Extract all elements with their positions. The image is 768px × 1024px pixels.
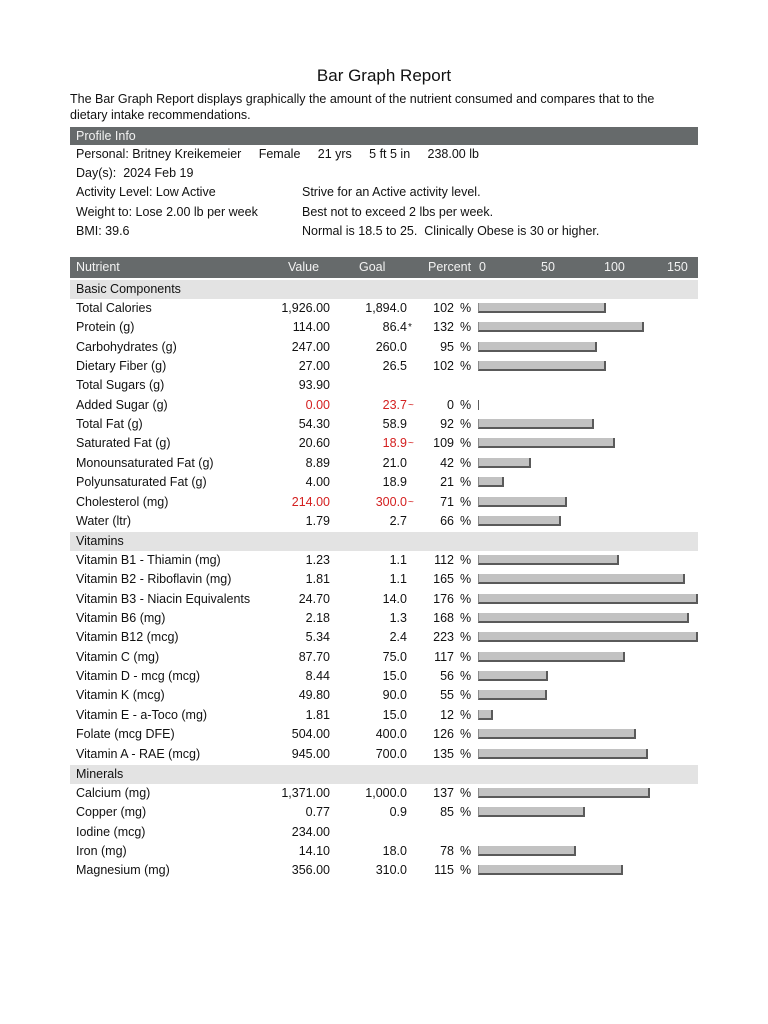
nutrient-value: 234.00	[291, 824, 330, 839]
nutrient-name: Iodine (mcg)	[76, 824, 146, 839]
nutrient-value: 24.70	[298, 591, 330, 606]
section-header	[70, 765, 698, 784]
nutrient-percent: 109	[433, 436, 454, 451]
nutrient-percent: 132	[433, 320, 454, 335]
nutrient-row	[70, 318, 698, 337]
nutrient-row	[70, 454, 698, 473]
nutrient-row	[70, 667, 698, 686]
percent-bar	[478, 632, 698, 642]
nutrient-goal: 21.0	[382, 455, 407, 470]
nutrient-row	[70, 570, 698, 589]
nutrient-value: 2.18	[305, 611, 330, 626]
percent-sign: %	[460, 746, 472, 761]
nutrient-goal: 400.0	[375, 727, 407, 742]
percent-bar-track	[478, 749, 698, 761]
nutrient-row	[70, 415, 698, 434]
nutrient-goal: 18.9	[382, 436, 407, 451]
percent-bar-track	[478, 497, 698, 509]
percent-bar-track	[478, 788, 698, 800]
percent-bar	[478, 690, 547, 700]
percent-sign: %	[460, 630, 472, 645]
nutrient-name: Calcium (mg)	[76, 786, 151, 800]
profile-activity-note: Strive for an Active activity level.	[302, 185, 481, 199]
nutrient-percent: 66	[440, 513, 454, 528]
percent-sign: %	[460, 669, 472, 684]
nutrient-goal: 1,894.0	[365, 301, 407, 315]
nutrient-name: Copper (mg)	[76, 805, 147, 820]
nutrient-percent: 117	[434, 649, 454, 664]
percent-bar	[478, 749, 648, 759]
nutrient-percent: 12	[440, 707, 454, 722]
percent-bar	[478, 497, 567, 507]
nutrient-percent: 56	[440, 669, 454, 684]
percent-bar-track	[478, 690, 698, 702]
percent-bar	[478, 555, 619, 565]
nutrient-row	[70, 338, 698, 357]
nutrient-percent: 42	[440, 455, 454, 470]
nutrient-value: 1,371.00	[281, 786, 330, 800]
percent-sign: %	[460, 475, 472, 490]
nutrient-goal: 15.0	[382, 707, 407, 722]
nutrient-goal: 1.1	[389, 553, 407, 567]
percent-sign: %	[460, 417, 472, 432]
percent-bar-track	[478, 555, 698, 567]
nutrient-row	[70, 473, 698, 492]
percent-sign: %	[460, 727, 472, 742]
percent-bar	[478, 865, 623, 875]
nutrient-row	[70, 551, 698, 570]
column-percent: Percent	[428, 260, 472, 274]
percent-sign: %	[460, 649, 472, 664]
percent-sign: %	[460, 591, 472, 606]
nutrient-percent: 21	[440, 475, 454, 490]
nutrient-row	[70, 493, 698, 512]
nutrient-name: Magnesium (mg)	[76, 863, 170, 878]
nutrient-value: 27.00	[298, 359, 330, 374]
nutrient-value: 114.00	[292, 320, 330, 335]
percent-bar	[478, 322, 644, 332]
nutrient-goal: 300.0	[375, 494, 407, 509]
profile-weight: Weight to: Lose 2.00 lb per week	[76, 205, 258, 219]
percent-bar	[478, 400, 480, 410]
percent-bar-track	[478, 361, 698, 373]
section-label: Minerals	[76, 767, 124, 781]
percent-bar-track	[478, 400, 698, 412]
nutrient-goal: 1.3	[389, 611, 407, 626]
percent-sign: %	[460, 513, 472, 528]
nutrient-value: 0.77	[305, 805, 330, 820]
nutrient-goal: 18.9	[382, 475, 407, 490]
nutrient-goal: 58.9	[382, 417, 407, 432]
nutrient-name: Dietary Fiber (g)	[76, 359, 167, 374]
nutrient-name: Water (ltr)	[76, 513, 132, 528]
nutrient-value: 1.81	[305, 572, 330, 587]
percent-bar	[478, 613, 689, 623]
nutrient-percent: 95	[440, 339, 454, 354]
nutrient-goal: 260.0	[375, 339, 407, 354]
percent-bar-track	[478, 419, 698, 431]
report-title: Bar Graph Report	[316, 66, 452, 85]
nutrient-goal: 310.0	[375, 863, 407, 878]
nutrient-name: Total Calories	[76, 301, 152, 315]
percent-sign: %	[460, 553, 472, 567]
percent-bar	[478, 594, 698, 604]
nutrient-percent: 223	[433, 630, 454, 645]
column-value: Value	[288, 260, 320, 274]
profile-activity: Activity Level: Low Active	[76, 185, 216, 199]
percent-sign: %	[460, 301, 472, 315]
percent-bar-track	[478, 322, 698, 334]
nutrient-row	[70, 784, 698, 803]
nutrient-row	[70, 357, 698, 376]
nutrient-table-header	[70, 257, 698, 278]
nutrient-name: Added Sugar (g)	[76, 397, 168, 412]
profile-bmi: BMI: 39.6	[76, 224, 130, 238]
profile-info-header	[70, 127, 698, 145]
nutrient-value: 8.44	[305, 669, 330, 684]
nutrient-goal: 2.7	[389, 513, 407, 528]
nutrient-goal: 700.0	[375, 746, 407, 761]
percent-bar	[478, 652, 625, 662]
nutrient-name: Vitamin D - mcg (mcg)	[76, 669, 201, 684]
nutrient-percent: 78	[440, 844, 454, 859]
nutrient-value: 0.00	[305, 397, 330, 412]
nutrient-name: Carbohydrates (g)	[76, 339, 177, 354]
nutrient-goal: 75.0	[382, 649, 407, 664]
goal-marker: ~	[408, 438, 414, 450]
nutrient-name: Iron (mg)	[76, 844, 127, 859]
nutrient-goal: 1.1	[389, 572, 407, 587]
nutrient-row	[70, 725, 698, 744]
percent-bar-track	[478, 342, 698, 354]
percent-sign: %	[460, 805, 472, 820]
nutrient-value: 945.00	[291, 746, 330, 761]
nutrient-row	[70, 299, 698, 318]
nutrient-row	[70, 686, 698, 705]
nutrient-value: 87.70	[298, 649, 330, 664]
report-intro: The Bar Graph Report displays graphically the amount of the nutrient consumed and compares that to the dietary intake recommendations.	[70, 92, 655, 122]
nutrient-value: 504.00	[291, 727, 330, 742]
nutrient-percent: 176	[433, 591, 454, 606]
percent-bar	[478, 671, 548, 681]
nutrient-percent: 0	[447, 397, 454, 412]
percent-bar	[478, 788, 650, 798]
nutrient-value: 8.89	[305, 455, 330, 470]
nutrient-name: Saturated Fat (g)	[76, 436, 171, 451]
nutrient-name: Protein (g)	[76, 320, 135, 335]
nutrient-row	[70, 803, 698, 822]
nutrient-goal: 26.5	[382, 359, 407, 374]
column-nutrient: Nutrient	[76, 260, 120, 274]
nutrient-row	[70, 648, 698, 667]
nutrient-name: Vitamin C (mg)	[76, 649, 160, 664]
percent-bar	[478, 729, 636, 739]
percent-bar	[478, 574, 685, 584]
nutrient-row	[70, 376, 698, 395]
section-label: Basic Components	[76, 282, 181, 296]
percent-bar-track	[478, 807, 698, 819]
percent-sign: %	[460, 688, 472, 703]
percent-bar	[478, 458, 531, 468]
nutrient-value: 5.34	[305, 630, 330, 645]
percent-bar	[478, 342, 597, 352]
nutrient-row	[70, 609, 698, 628]
nutrient-goal: 90.0	[382, 688, 407, 703]
nutrient-row	[70, 706, 698, 725]
percent-sign: %	[460, 455, 472, 470]
percent-sign: %	[460, 397, 472, 412]
nutrient-row	[70, 823, 698, 842]
percent-bar	[478, 807, 585, 817]
percent-sign: %	[460, 359, 472, 374]
nutrient-value: 14.10	[298, 844, 330, 859]
percent-bar-track	[478, 574, 698, 586]
percent-sign: %	[460, 572, 472, 587]
percent-bar-track	[478, 671, 698, 683]
nutrient-name: Vitamin B3 - Niacin Equivalents	[76, 591, 251, 606]
goal-marker: ~	[408, 399, 414, 411]
percent-sign: %	[460, 339, 472, 354]
percent-bar	[478, 361, 606, 371]
nutrient-name: Vitamin B1 - Thiamin (mg)	[76, 553, 221, 567]
nutrient-goal: 15.0	[382, 669, 407, 684]
percent-bar-track	[478, 477, 698, 489]
nutrient-value: 1.81	[305, 707, 330, 722]
nutrient-value: 1,926.00	[281, 301, 330, 315]
percent-sign: %	[460, 436, 472, 451]
nutrient-percent: 168	[433, 611, 454, 626]
profile-info-label: Profile Info	[76, 129, 136, 143]
nutrient-row	[70, 434, 698, 453]
nutrient-percent: 102	[433, 359, 454, 374]
column-goal: Goal	[359, 260, 386, 274]
percent-bar-track	[478, 594, 698, 606]
nutrient-value: 1.79	[305, 513, 330, 528]
percent-bar-track	[478, 652, 698, 664]
nutrient-value: 247.00	[291, 339, 330, 354]
scale-tick-label: 150	[667, 260, 688, 274]
nutrient-row	[70, 861, 698, 880]
percent-bar-track	[478, 729, 698, 741]
nutrient-percent: 92	[440, 417, 454, 432]
goal-marker: *	[408, 322, 412, 334]
nutrient-percent: 71	[440, 494, 454, 509]
nutrient-row	[70, 512, 698, 531]
nutrient-percent: 126	[433, 727, 454, 742]
nutrient-name: Vitamin E - a-Toco (mg)	[76, 707, 208, 722]
percent-bar-track	[478, 846, 698, 858]
percent-bar-track	[478, 632, 698, 644]
section-header	[70, 532, 698, 551]
scale-tick-label: 0	[479, 260, 486, 274]
nutrient-percent: 55	[440, 688, 454, 703]
nutrient-value: 93.90	[298, 378, 330, 393]
profile-days: Day(s): 2024 Feb 19	[76, 166, 194, 180]
nutrient-name: Total Fat (g)	[76, 417, 143, 432]
percent-bar-track	[478, 710, 698, 722]
nutrient-name: Folate (mcg DFE)	[76, 727, 175, 742]
percent-sign: %	[460, 707, 472, 722]
percent-sign: %	[460, 494, 472, 509]
percent-bar	[478, 438, 615, 448]
nutrient-percent: 112	[434, 553, 454, 567]
percent-sign: %	[460, 863, 472, 878]
nutrient-row	[70, 745, 698, 764]
percent-bar-track	[478, 613, 698, 625]
nutrient-percent: 165	[433, 572, 454, 587]
scale-tick-label: 50	[541, 260, 555, 274]
nutrient-row	[70, 590, 698, 609]
nutrient-value: 356.00	[291, 863, 330, 878]
percent-bar-track	[478, 303, 698, 315]
nutrient-name: Vitamin B2 - Riboflavin (mg)	[76, 572, 232, 587]
percent-bar	[478, 516, 561, 526]
section-label: Vitamins	[76, 534, 124, 548]
profile-weight-note: Best not to exceed 2 lbs per week.	[302, 205, 494, 219]
percent-sign: %	[460, 611, 472, 626]
nutrient-percent: 85	[440, 805, 454, 820]
nutrient-row	[70, 396, 698, 415]
nutrient-name: Vitamin K (mcg)	[76, 688, 165, 703]
nutrient-value: 54.30	[298, 417, 330, 432]
percent-bar	[478, 846, 576, 856]
percent-bar	[478, 419, 594, 429]
nutrient-percent: 102	[433, 301, 454, 315]
nutrient-row	[70, 628, 698, 647]
nutrient-goal: 0.9	[389, 805, 407, 820]
nutrient-name: Cholesterol (mg)	[76, 494, 169, 509]
goal-marker: ~	[408, 496, 414, 508]
scale-tick-label: 100	[604, 260, 625, 274]
nutrient-percent: 137	[433, 786, 454, 800]
percent-bar-track	[478, 865, 698, 877]
nutrient-value: 4.00	[305, 475, 330, 490]
nutrient-name: Vitamin A - RAE (mcg)	[76, 746, 201, 761]
nutrient-goal: 14.0	[382, 591, 407, 606]
nutrient-row	[70, 842, 698, 861]
percent-bar	[478, 477, 504, 487]
nutrient-value: 214.00	[291, 494, 330, 509]
profile-bmi-note: Normal is 18.5 to 25. Clinically Obese is 30 or higher.	[302, 224, 600, 238]
percent-sign: %	[460, 844, 472, 859]
percent-bar	[478, 710, 493, 720]
nutrient-name: Polyunsaturated Fat (g)	[76, 475, 207, 490]
nutrient-goal: 86.4	[382, 320, 407, 335]
percent-bar	[478, 303, 606, 313]
profile-personal: Personal: Britney Kreikemeier Female 21 yrs 5 ft 5 in 238.00 lb	[76, 147, 479, 161]
nutrient-name: Total Sugars (g)	[76, 378, 165, 393]
nutrient-goal: 1,000.0	[365, 786, 407, 800]
percent-sign: %	[460, 786, 472, 800]
nutrient-value: 49.80	[298, 688, 330, 703]
nutrient-value: 20.60	[298, 436, 330, 451]
nutrient-percent: 135	[433, 746, 454, 761]
percent-bar-track	[478, 516, 698, 528]
nutrient-percent: 115	[434, 863, 454, 878]
section-header	[70, 280, 698, 299]
nutrient-goal: 18.0	[382, 844, 407, 859]
percent-bar-track	[478, 438, 698, 450]
nutrient-goal: 2.4	[389, 630, 407, 645]
percent-sign: %	[460, 320, 472, 335]
nutrient-goal: 23.7	[382, 397, 407, 412]
nutrient-name: Vitamin B6 (mg)	[76, 611, 166, 626]
nutrient-name: Vitamin B12 (mcg)	[76, 630, 179, 645]
percent-bar-track	[478, 458, 698, 470]
nutrient-name: Monounsaturated Fat (g)	[76, 455, 214, 470]
nutrient-value: 1.23	[305, 553, 330, 567]
